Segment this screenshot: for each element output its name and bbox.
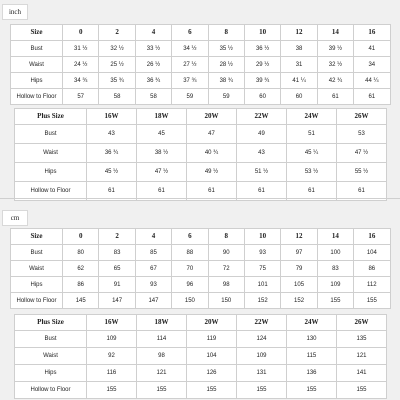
table-cell: 155: [317, 293, 353, 309]
table-cell: 90: [208, 245, 244, 261]
table-cell: 51: [287, 125, 337, 144]
table-cell: 152: [281, 293, 317, 309]
table-cell: 86: [354, 261, 390, 277]
table-row: [15, 365, 387, 382]
table-cell: 33 ½: [135, 41, 171, 57]
table-cell: 155: [354, 293, 390, 309]
size-column-header: 0: [63, 25, 99, 41]
table-cell: 70: [172, 261, 208, 277]
table-cell: 59: [172, 89, 208, 105]
table-cell: 61: [187, 182, 237, 201]
size-column-header: 6: [172, 229, 208, 245]
size-column-header: 8: [208, 25, 244, 41]
table-cell: 57: [63, 89, 99, 105]
table-cell: 61: [317, 89, 353, 105]
inch-plus-size-table: [14, 108, 387, 201]
table-cell: 35 ¾: [99, 73, 135, 89]
table-cell: 35 ½: [208, 41, 244, 57]
size-column-header: 10: [244, 25, 280, 41]
size-column-header: 26W: [337, 109, 387, 125]
table-cell: 96: [172, 277, 208, 293]
table-cell: 67: [135, 261, 171, 277]
table-cell: 42 ¾: [317, 73, 353, 89]
table-cell: 31 ½: [63, 41, 99, 57]
table-cell: 61: [337, 182, 387, 201]
table-cell: 45 ¼: [287, 144, 337, 163]
table-cell: 43: [237, 144, 287, 163]
table-cell: 25 ½: [99, 57, 135, 73]
row-label: Hollow to Floor: [11, 89, 63, 105]
table-cell: 39 ½: [317, 41, 353, 57]
size-column-header: 22W: [237, 109, 287, 125]
size-column-header: 8: [208, 229, 244, 245]
row-label: Waist: [11, 57, 63, 73]
plus-size-header-label: Plus Size: [15, 315, 87, 331]
table-cell: 155: [137, 382, 187, 399]
row-label: Hollow to Floor: [15, 382, 87, 399]
table-cell: 155: [337, 382, 387, 399]
size-column-header: 2: [99, 25, 135, 41]
table-cell: 31: [281, 57, 317, 73]
table-cell: 98: [137, 348, 187, 365]
table-cell: 38 ½: [137, 144, 187, 163]
row-label: Hips: [11, 277, 63, 293]
table-cell: 115: [287, 348, 337, 365]
table-cell: 104: [187, 348, 237, 365]
table-cell: 38: [281, 41, 317, 57]
table-header-row: [11, 229, 391, 245]
table-cell: 47 ½: [337, 144, 387, 163]
unit-label-inch: inch: [2, 4, 28, 20]
size-column-header: 26W: [337, 315, 387, 331]
table-cell: 116: [87, 365, 137, 382]
table-cell: 101: [244, 277, 280, 293]
table-cell: 109: [237, 348, 287, 365]
size-column-header: 4: [135, 25, 171, 41]
table-cell: 79: [281, 261, 317, 277]
table-cell: 28 ½: [208, 57, 244, 73]
table-row: [11, 73, 391, 89]
table-cell: 47: [187, 125, 237, 144]
table-cell: 104: [354, 245, 390, 261]
size-column-header: 6: [172, 25, 208, 41]
size-column-header: 2: [99, 229, 135, 245]
row-label: Waist: [11, 261, 63, 277]
table-cell: 105: [281, 277, 317, 293]
row-label: Bust: [15, 125, 87, 144]
table-cell: 91: [99, 277, 135, 293]
table-row: [15, 163, 387, 182]
table-cell: 41 ¼: [281, 73, 317, 89]
size-column-header: 18W: [137, 109, 187, 125]
table-cell: 59: [208, 89, 244, 105]
cm-standard-size-table: [10, 228, 391, 309]
table-cell: 58: [135, 89, 171, 105]
table-cell: 147: [99, 293, 135, 309]
row-label: Bust: [11, 245, 63, 261]
table-cell: 100: [317, 245, 353, 261]
table-cell: 131: [237, 365, 287, 382]
size-column-header: 24W: [287, 315, 337, 331]
size-column-header: 16: [354, 25, 390, 41]
table-cell: 53 ½: [287, 163, 337, 182]
table-cell: 121: [137, 365, 187, 382]
inch-standard-size-table: [10, 24, 391, 105]
row-label: Hips: [15, 365, 87, 382]
table-cell: 61: [287, 182, 337, 201]
table-cell: 126: [187, 365, 237, 382]
table-row: [11, 293, 391, 309]
table-cell: 155: [237, 382, 287, 399]
table-header-row: [15, 315, 387, 331]
table-cell: 49: [237, 125, 287, 144]
table-cell: 135: [337, 331, 387, 348]
table-cell: 150: [172, 293, 208, 309]
table-cell: 38 ¾: [208, 73, 244, 89]
table-cell: 39 ¾: [244, 73, 280, 89]
table-cell: 60: [281, 89, 317, 105]
table-cell: 80: [63, 245, 99, 261]
table-cell: 53: [337, 125, 387, 144]
size-column-header: 12: [281, 229, 317, 245]
size-column-header: 12: [281, 25, 317, 41]
table-cell: 88: [172, 245, 208, 261]
table-cell: 36 ¾: [135, 73, 171, 89]
size-column-header: 0: [63, 229, 99, 245]
table-cell: 34: [354, 57, 390, 73]
table-row: [15, 331, 387, 348]
size-column-header: 14: [317, 25, 353, 41]
table-row: [11, 245, 391, 261]
table-row: [15, 144, 387, 163]
table-row: [15, 348, 387, 365]
table-cell: 150: [208, 293, 244, 309]
size-column-header: 14: [317, 229, 353, 245]
table-row: [11, 277, 391, 293]
table-cell: 40 ¾: [187, 144, 237, 163]
table-cell: 27 ½: [172, 57, 208, 73]
table-cell: 93: [244, 245, 280, 261]
section-divider: [0, 198, 400, 199]
size-column-header: 18W: [137, 315, 187, 331]
table-cell: 83: [99, 245, 135, 261]
row-label: Waist: [15, 348, 87, 365]
size-column-header: 16W: [87, 109, 137, 125]
row-label: Bust: [11, 41, 63, 57]
table-cell: 98: [208, 277, 244, 293]
table-cell: 93: [135, 277, 171, 293]
table-cell: 61: [354, 89, 390, 105]
table-cell: 34 ¾: [63, 73, 99, 89]
table-cell: 51 ½: [237, 163, 287, 182]
table-cell: 45 ½: [87, 163, 137, 182]
table-cell: 49 ½: [187, 163, 237, 182]
row-label: Hollow to Floor: [11, 293, 63, 309]
cm-plus-size-table: [14, 314, 387, 399]
row-label: Hollow to Floor: [15, 182, 87, 201]
row-label: Hips: [11, 73, 63, 89]
table-row: [11, 41, 391, 57]
table-cell: 32 ½: [317, 57, 353, 73]
table-cell: 119: [187, 331, 237, 348]
table-cell: 121: [337, 348, 387, 365]
table-cell: 155: [287, 382, 337, 399]
row-label: Waist: [15, 144, 87, 163]
table-row: [11, 57, 391, 73]
table-cell: 83: [317, 261, 353, 277]
table-cell: 61: [237, 182, 287, 201]
size-column-header: 22W: [237, 315, 287, 331]
table-row: [15, 125, 387, 144]
size-column-header: 16: [354, 229, 390, 245]
size-header-label: Size: [11, 25, 63, 41]
row-label: Hips: [15, 163, 87, 182]
table-row: [15, 382, 387, 399]
plus-size-header-label: Plus Size: [15, 109, 87, 125]
size-column-header: 24W: [287, 109, 337, 125]
table-cell: 32 ½: [99, 41, 135, 57]
table-cell: 62: [63, 261, 99, 277]
table-header-row: [15, 109, 387, 125]
table-cell: 47 ½: [137, 163, 187, 182]
unit-label-cm: cm: [2, 210, 28, 226]
table-cell: 152: [244, 293, 280, 309]
table-cell: 109: [87, 331, 137, 348]
size-column-header: 20W: [187, 109, 237, 125]
row-label: Bust: [15, 331, 87, 348]
size-column-header: 4: [135, 229, 171, 245]
table-cell: 36 ½: [244, 41, 280, 57]
table-cell: 37 ¾: [172, 73, 208, 89]
table-cell: 24 ½: [63, 57, 99, 73]
table-cell: 112: [354, 277, 390, 293]
table-cell: 29 ½: [244, 57, 280, 73]
table-cell: 147: [135, 293, 171, 309]
table-cell: 75: [244, 261, 280, 277]
table-cell: 141: [337, 365, 387, 382]
size-column-header: 20W: [187, 315, 237, 331]
size-header-label: Size: [11, 229, 63, 245]
table-cell: 130: [287, 331, 337, 348]
table-cell: 155: [187, 382, 237, 399]
table-cell: 155: [87, 382, 137, 399]
table-cell: 55 ½: [337, 163, 387, 182]
table-cell: 65: [99, 261, 135, 277]
table-cell: 109: [317, 277, 353, 293]
table-cell: 61: [137, 182, 187, 201]
table-cell: 72: [208, 261, 244, 277]
size-column-header: 16W: [87, 315, 137, 331]
table-cell: 60: [244, 89, 280, 105]
table-cell: 58: [99, 89, 135, 105]
table-cell: 61: [87, 182, 137, 201]
table-cell: 43: [87, 125, 137, 144]
table-row: [11, 261, 391, 277]
table-cell: 145: [63, 293, 99, 309]
table-cell: 45: [137, 125, 187, 144]
table-cell: 114: [137, 331, 187, 348]
size-column-header: 10: [244, 229, 280, 245]
table-cell: 26 ½: [135, 57, 171, 73]
table-cell: 92: [87, 348, 137, 365]
table-cell: 97: [281, 245, 317, 261]
table-cell: 34 ½: [172, 41, 208, 57]
table-cell: 86: [63, 277, 99, 293]
table-header-row: [11, 25, 391, 41]
table-cell: 85: [135, 245, 171, 261]
table-cell: 36 ¾: [87, 144, 137, 163]
table-row: [11, 89, 391, 105]
table-cell: 124: [237, 331, 287, 348]
table-cell: 136: [287, 365, 337, 382]
table-cell: 41: [354, 41, 390, 57]
table-cell: 44 ¼: [354, 73, 390, 89]
